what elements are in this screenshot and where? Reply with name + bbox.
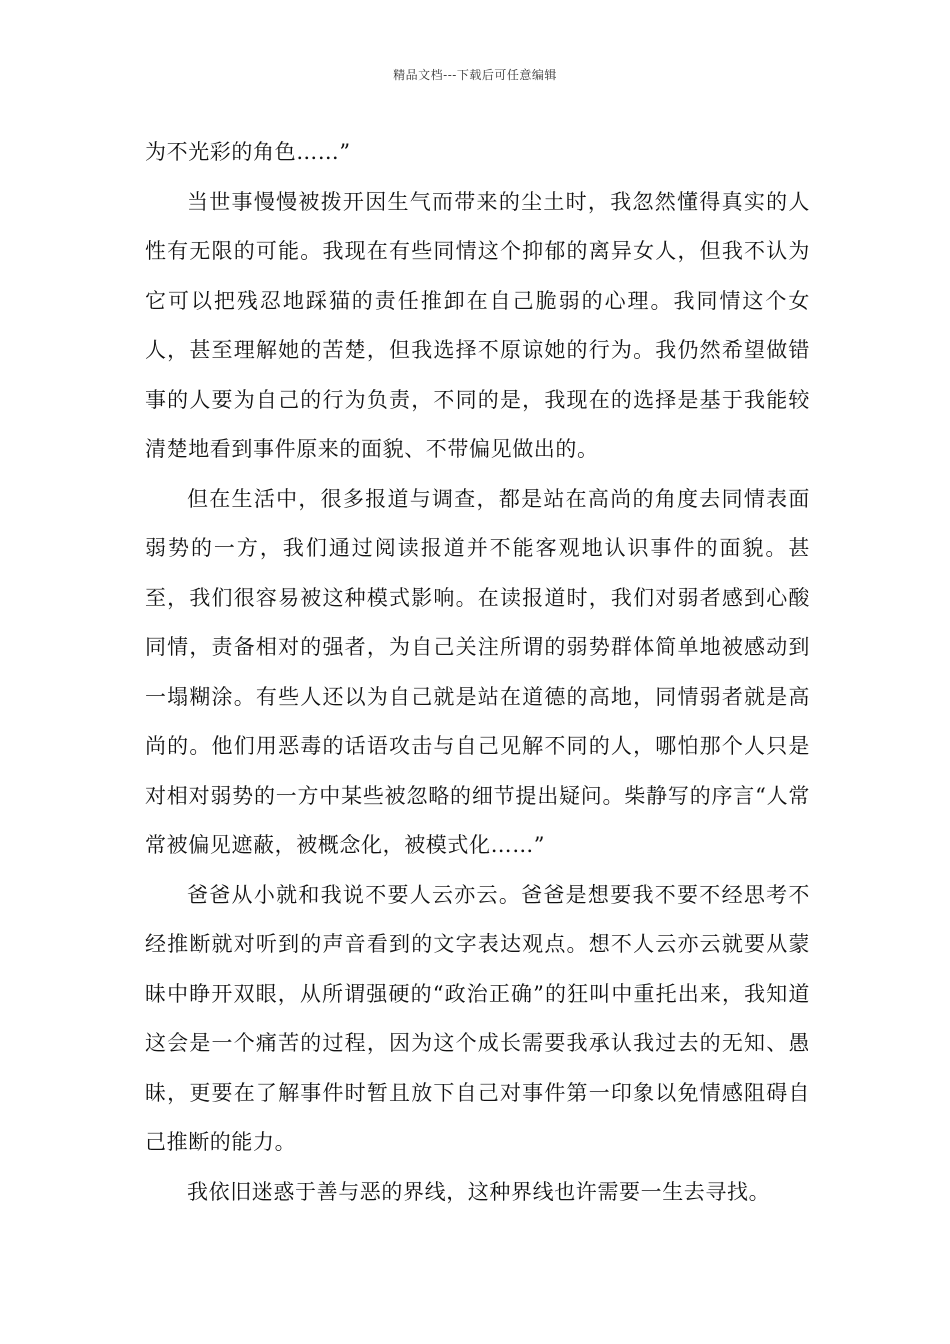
- paragraph-continuation: 为不光彩的角色……”: [145, 140, 351, 164]
- paragraph-reporting-bias: 但在生活中，很多报道与调查，都是站在高尚的角度去同情表面弱势的一方，我们通过阅读报道并不能客观地认识事件的面貌。甚至，我们很容易被这种模式影响。在读报道时，我们对弱者感到心酸同情，责备相对的强者，为自己关注所谓的弱势群体简单地被感动到一塌糊涂。有些人还以为自己就是站在道德的高地，同情弱者就是高尚的。他们用恶毒的话语攻击与自己见解不同的人，哪怕那个人只是对相对弱势的一方中某些被忽略的细节提出疑问。柴静写的序言“人常常被偏见遮蔽，被概念化，被模式化……”: [145, 486, 810, 857]
- page-header: 精品文档---下载后可任意编辑: [393, 68, 557, 82]
- document-body: [145, 128, 810, 1217]
- paragraph-father-advice: 爸爸从小就和我说不要人云亦云。爸爸是想要我不要不经思考不经推断就对听到的声音看到的文字表达观点。想不人云亦云就要从蒙昧中睁开双眼，从所谓强硬的“政治正确”的狂叫中重托出来，我知道这会是一个痛苦的过程，因为这个成长需要我承认我过去的无知、愚昧，更要在了解事件时暂且放下自己对事件第一印象以免情感阻碍自己推断的能力。: [145, 882, 810, 1154]
- paragraph-conclusion: 我依旧迷惑于善与恶的界线，这种界线也许需要一生去寻找。: [187, 1179, 771, 1204]
- paragraph-truth-of-humanity: 当世事慢慢被拨开因生气而带来的尘土时，我忽然懂得真实的人性有无限的可能。我现在有些同情这个抑郁的离异女人，但我不认为它可以把残忍地踩猫的责任推卸在自己脆弱的心理。我同情这个女人，甚至理解她的苦楚，但我选择不原谅她的行为。我仍然希望做错事的人要为自己的行为负责，不同的是，我现在的选择是基于我能较清楚地看到事件原来的面貌、不带偏见做出的。: [145, 189, 810, 461]
